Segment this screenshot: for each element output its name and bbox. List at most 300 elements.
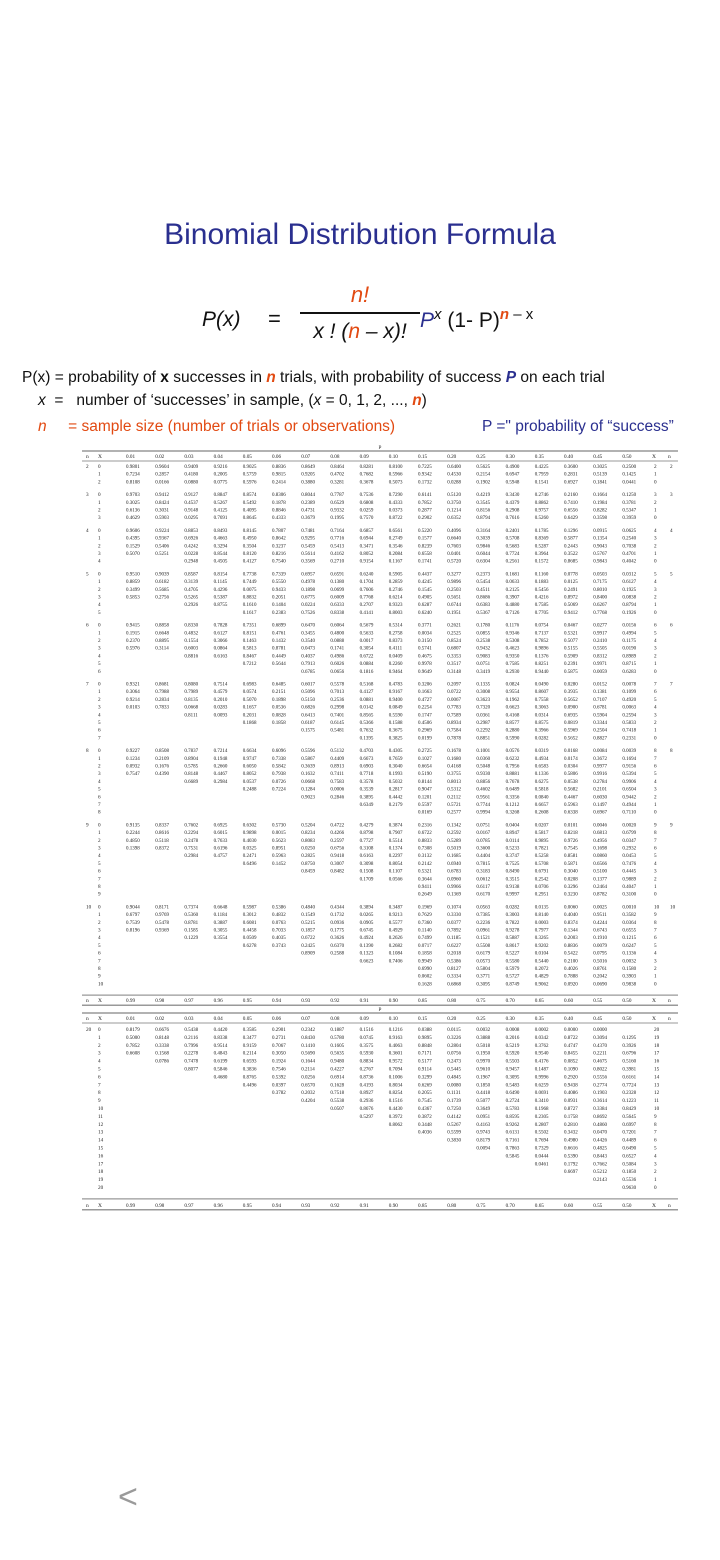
- x-value: 4: [98, 935, 101, 942]
- prob-cell: 0.4505: [213, 559, 228, 565]
- prob-cell: 0.1099: [622, 690, 637, 696]
- n-value-7: 7: [86, 681, 89, 688]
- prob-cell: 0.6145: [330, 721, 345, 726]
- x-mirror: 2: [654, 464, 657, 470]
- x-mirror: 0: [654, 479, 657, 486]
- prob-cell: 0.6182: [155, 580, 169, 586]
- prob-cell: 0.8524: [447, 639, 461, 644]
- prob-cell: 0.6187: [301, 721, 315, 726]
- prob-cell: 0.3649: [476, 1107, 491, 1112]
- prob-cell: 0.8951: [272, 846, 286, 852]
- prob-cell: 0.5759: [242, 472, 257, 478]
- prob-cell: 0.8847: [213, 493, 228, 499]
- x-footer-2: X: [98, 1202, 102, 1209]
- prob-cell: 0.1554: [184, 639, 199, 644]
- prob-cell: 0.7989: [184, 690, 199, 696]
- prob-cell: 0.4623: [505, 646, 520, 652]
- prob-cell: 0.8676: [359, 1107, 374, 1112]
- prob-cell: 0.9083: [476, 654, 491, 660]
- prob-cell: 0.2491: [564, 587, 578, 593]
- prob-cell: 0.8154: [213, 572, 228, 578]
- prob-cell: 0.0325: [242, 846, 257, 852]
- prob-cell: 0.3747: [505, 854, 520, 860]
- x-mirror: 1: [654, 973, 657, 980]
- prob-cell: 0.9846: [476, 544, 491, 550]
- prob-cell: 0.3600: [564, 465, 578, 470]
- prob-cell: 0.9205: [301, 472, 315, 478]
- prob-cell: 0.5048: [476, 764, 491, 770]
- prob-cell: 0.7410: [564, 500, 578, 506]
- prob-cell: 0.0256: [301, 1075, 315, 1081]
- prob-cell: 0.2154: [476, 472, 491, 478]
- prob-cell: 0.5903: [155, 516, 169, 522]
- prob-cell: 0.2846: [330, 795, 345, 801]
- prob-cell: 0.5536: [622, 1178, 637, 1184]
- prob-cell: 0.7585: [534, 603, 549, 609]
- prob-cell: 0.5909: [564, 654, 578, 660]
- prob-cell: 0.3356: [505, 795, 520, 801]
- prob-cell: 0.5258: [534, 854, 549, 860]
- prob-cell: 0.4489: [622, 1138, 637, 1144]
- prob-cell: 0.1160: [534, 572, 549, 578]
- prob-cell: 0.6117: [476, 885, 490, 890]
- x-mirror: 6: [654, 935, 657, 942]
- prob-cell: 0.9815: [272, 472, 286, 478]
- n-right-header: n: [668, 454, 671, 460]
- prob-cell: 0.9369: [155, 928, 169, 934]
- x-value: 4: [98, 653, 101, 660]
- prob-cell: 0.5599: [447, 1130, 461, 1136]
- prob-cell: 0.3098: [359, 861, 374, 867]
- prob-cell: 0.9409: [184, 465, 199, 470]
- prob-cell: 0.8972: [564, 595, 578, 601]
- prob-cell: 0.2236: [476, 920, 491, 926]
- prob-cell: 0.3540: [301, 639, 315, 644]
- prob-cell: 0.6775: [301, 595, 315, 601]
- prob-cell: 0.0507: [330, 1107, 345, 1112]
- prob-cell: 0.3626: [330, 936, 345, 942]
- x-mirror: 3: [654, 868, 657, 875]
- prob-cell: 0.6944: [359, 536, 374, 542]
- prob-cell: 0.8022: [593, 1067, 607, 1073]
- p-footer-9: 0.90: [388, 998, 398, 1005]
- prob-cell: 0.0690: [593, 982, 607, 988]
- page-title: Binomial Distribution Formula: [164, 218, 556, 251]
- prob-cell: 0.4225: [534, 465, 549, 470]
- prob-cell: 0.8782: [593, 892, 607, 898]
- prob-cell: 0.6826: [301, 705, 315, 711]
- x-value: 1: [98, 499, 101, 506]
- p-footer-13: 0.70: [505, 998, 515, 1005]
- prob-cell: 0.3515: [505, 877, 520, 883]
- prob-cell: 0.9726: [564, 838, 578, 844]
- prob-cell: 0.1167: [388, 559, 403, 565]
- prob-cell: 0.9295: [301, 536, 315, 542]
- prob-cell: 0.7833: [155, 705, 169, 711]
- prob-cell: 0.2342: [301, 1028, 315, 1033]
- prob-cell: 0.0819: [564, 721, 578, 726]
- prob-cell: 0.6745: [359, 928, 374, 934]
- prob-cell: 0.6504: [622, 787, 637, 793]
- prob-cell: 0.1951: [447, 610, 461, 616]
- prob-cell: 0.2592: [447, 831, 461, 837]
- prob-cell: 0.0015: [272, 831, 286, 837]
- prob-cell: 0.8645: [242, 516, 257, 522]
- prob-cell: 0.6240: [359, 572, 374, 578]
- prob-cell: 0.5438: [184, 1028, 199, 1033]
- prob-cell: 0.0951: [476, 1114, 491, 1120]
- prob-cell: 0.6161: [622, 1075, 637, 1081]
- p-footer-3: 0.96: [213, 998, 223, 1005]
- p-footer2-1: 0.98: [155, 1202, 165, 1209]
- prob-cell: 0.8642: [272, 536, 286, 542]
- prob-cell: 0.0259: [359, 508, 374, 514]
- prob-cell: 0.1883: [534, 580, 549, 586]
- prob-cell: 0.7892: [447, 928, 461, 934]
- prob-cell: 0.6304: [476, 559, 491, 565]
- x-mirror: 0: [654, 668, 657, 675]
- prob-cell: 0.4037: [301, 654, 315, 660]
- prob-cell: 0.0282: [534, 736, 549, 742]
- prob-cell: 0.3895: [359, 795, 374, 801]
- prob-cell: 0.5730: [272, 823, 286, 829]
- prob-cell: 0.2707: [359, 603, 374, 609]
- prob-cell: 0.1967: [476, 1075, 491, 1081]
- prob-cell: 0.7783: [447, 705, 461, 711]
- x-value: 0: [98, 492, 101, 499]
- prob-cell: 0.5445: [447, 1067, 461, 1073]
- prob-cell: 0.4245: [418, 580, 432, 586]
- prob-cell: 0.3265: [534, 936, 549, 942]
- prob-cell: 0.2951: [534, 892, 549, 898]
- prob-cell: 0.6623: [505, 705, 520, 711]
- prob-cell: 0.7659: [388, 756, 403, 762]
- prob-cell: 0.4825: [593, 1146, 607, 1152]
- prob-cell: 0.6196: [213, 846, 228, 852]
- prob-cell: 0.1229: [184, 936, 199, 942]
- prob-cell: 0.4193: [359, 1083, 374, 1089]
- prob-cell: 0.4125: [213, 508, 228, 514]
- p-footer2-7: 0.92: [330, 1202, 340, 1209]
- prob-cell: 0.6926: [184, 536, 199, 542]
- prob-cell: 0.7250: [447, 1107, 461, 1112]
- prob-cell: 0.4994: [622, 631, 637, 637]
- prob-cell: 0.0067: [447, 697, 461, 703]
- prob-cell: 0.7570: [359, 516, 374, 522]
- prob-cell: 0.4163: [476, 1122, 491, 1128]
- p-footer-16: 0.55: [593, 998, 603, 1005]
- prob-cell: 0.6997: [622, 1122, 637, 1128]
- prob-cell: 0.5818: [534, 787, 549, 793]
- prob-cell: 0.5018: [476, 1043, 491, 1049]
- prob-cell: 0.3294: [213, 544, 228, 550]
- prob-cell: 0.3546: [388, 544, 403, 550]
- prob-cell: 0.1529: [126, 544, 140, 550]
- prob-cell: 0.0075: [242, 587, 257, 593]
- prob-cell: 0.5413: [330, 544, 345, 550]
- prob-cell: 0.9330: [476, 772, 491, 778]
- prob-cell: 0.8755: [213, 603, 228, 609]
- prob-cell: 0.5767: [593, 552, 607, 557]
- p-footer2-9: 0.90: [388, 1202, 398, 1209]
- prob-cell: 0.6275: [534, 779, 549, 785]
- prob-cell: 0.4390: [155, 772, 169, 778]
- n-mirror-5: 5: [670, 571, 673, 578]
- prob-cell: 0.5312: [447, 787, 461, 793]
- prob-cell: 0.7518: [330, 1091, 345, 1097]
- prob-cell: 0.5652: [564, 697, 578, 703]
- prob-cell: 0.6808: [359, 500, 374, 506]
- prob-cell: 0.1175: [622, 639, 636, 644]
- prob-cell: 0.6623: [359, 959, 374, 965]
- prob-cell: 0.1074: [447, 905, 461, 911]
- prob-cell: 0.7545: [564, 846, 578, 852]
- prob-cell: 0.5347: [622, 508, 637, 514]
- prob-cell: 0.7768: [359, 595, 374, 601]
- prob-cell: 0.3959: [622, 516, 637, 522]
- prob-cell: 0.2370: [126, 639, 140, 644]
- prob-cell: 0.9159: [242, 1043, 257, 1049]
- prob-cell: 0.7514: [213, 682, 228, 688]
- prob-cell: 0.9415: [126, 623, 140, 629]
- prob-cell: 0.3139: [184, 580, 199, 586]
- n-value-20: 20: [86, 1027, 92, 1033]
- prob-cell: 0.1452: [272, 861, 286, 867]
- prob-cell: 0.9994: [476, 810, 491, 816]
- prob-cell: 0.6756: [330, 846, 345, 852]
- prob-cell: 0.0668: [301, 779, 315, 785]
- prob-cell: 0.9514: [213, 1043, 228, 1049]
- x-mirror: 4: [654, 579, 657, 586]
- p-header-8: 0.09: [359, 454, 369, 460]
- prob-cell: 0.1176: [505, 623, 520, 629]
- back-chevron-icon[interactable]: <: [118, 1478, 138, 1516]
- x-mirror: 7: [654, 837, 657, 844]
- prob-cell: 0.1140: [418, 928, 432, 934]
- prob-cell: 0.2100: [564, 959, 578, 965]
- prob-cell: 0.3888: [476, 1035, 491, 1041]
- prob-cell: 0.2414: [272, 480, 286, 486]
- x-mirror: 5: [654, 853, 657, 860]
- prob-cell: 0.7822: [505, 920, 520, 926]
- prob-cell: 0.7401: [330, 713, 345, 719]
- prob-cell: 0.9561: [476, 795, 491, 801]
- prob-cell: 0.9163: [388, 1035, 403, 1041]
- prob-cell: 0.6940: [447, 861, 461, 867]
- prob-cell: 0.3750: [447, 500, 461, 506]
- prob-cell: 0.4404: [476, 854, 491, 860]
- prob-cell: 0.0881: [359, 697, 374, 703]
- prob-cell: 0.0080: [447, 1083, 461, 1089]
- prob-cell: 0.0364: [622, 920, 637, 926]
- prob-cell: 0.6240: [418, 610, 432, 616]
- prob-cell: 0.9457: [505, 1067, 520, 1073]
- prob-cell: 0.2160: [564, 493, 578, 499]
- prob-cell: 0.0880: [184, 480, 199, 486]
- x-mirror: 6: [654, 622, 657, 629]
- prob-cell: 0.3114: [155, 646, 169, 652]
- prob-cell: 0.5741: [418, 646, 432, 652]
- prob-cell: 0.0931: [564, 1099, 578, 1105]
- x-mirror: 16: [654, 1058, 660, 1065]
- prob-cell: 0.8686: [476, 595, 491, 601]
- x-value: 15: [98, 1145, 104, 1152]
- prob-cell: 0.6267: [593, 603, 607, 609]
- x-mirror: 3: [654, 535, 657, 542]
- prob-cell: 0.1887: [330, 1028, 345, 1033]
- prob-cell: 0.5976: [242, 480, 257, 486]
- prob-cell: 0.5505: [593, 646, 607, 652]
- prob-cell: 0.2072: [534, 967, 549, 972]
- prob-cell: 0.0094: [476, 1146, 491, 1152]
- prob-cell: 0.2471: [242, 854, 257, 860]
- prob-cell: 0.6370: [330, 943, 345, 949]
- prob-cell: 0.1685: [447, 854, 461, 860]
- x-value: 8: [98, 1090, 101, 1097]
- n-mirror-6: 6: [670, 622, 673, 629]
- prob-cell: 0.7828: [213, 623, 228, 629]
- x-mirror: 0: [654, 558, 657, 565]
- prob-cell: 0.1027: [418, 756, 432, 762]
- x-value: 1: [98, 579, 101, 586]
- prob-cell: 0.0860: [593, 854, 607, 860]
- prob-cell: 0.0726: [272, 779, 286, 785]
- prob-cell: 0.7956: [505, 764, 520, 770]
- prob-cell: 0.9332: [330, 508, 345, 514]
- prob-cell: 0.5096: [301, 690, 315, 696]
- prob-cell: 0.9202: [534, 943, 549, 949]
- prob-cell: 0.2389: [301, 500, 315, 506]
- prob-cell: 0.7738: [242, 572, 257, 578]
- prob-cell: 0.2292: [476, 728, 491, 734]
- prob-cell: 0.1549: [301, 913, 315, 919]
- prob-cell: 0.3545: [476, 500, 491, 506]
- prob-cell: 0.8251: [534, 662, 549, 668]
- prob-cell: 0.9966: [447, 885, 461, 890]
- prob-cell: 0.2746: [388, 587, 403, 593]
- n-mirror-4: 4: [670, 527, 673, 534]
- prob-cell: 0.3040: [388, 764, 403, 770]
- prob-cell: 0.4168: [505, 713, 520, 719]
- formula-rhs: $P^x$ (1- P)$^{n - x}$: [420, 306, 534, 332]
- p-header2-14: 0.35: [534, 1016, 544, 1022]
- prob-cell: 0.2538: [476, 639, 491, 644]
- prob-cell: 0.0763: [272, 920, 286, 926]
- prob-cell: 0.1214: [447, 508, 461, 514]
- bottom-navigation: [0, 1460, 720, 1560]
- x-mirror: 2: [654, 966, 657, 972]
- prob-cell: 0.4445: [622, 869, 637, 875]
- prob-cell: 0.3039: [476, 536, 491, 542]
- prob-cell: 0.9346: [505, 631, 520, 637]
- x-mirror: 1: [654, 507, 657, 514]
- prob-cell: 0.2817: [388, 787, 403, 793]
- prob-cell: 0.0745: [359, 1035, 374, 1041]
- prob-cell: 0.5813: [242, 646, 257, 652]
- prob-cell: 0.3299: [418, 1075, 432, 1081]
- prob-cell: 0.2725: [418, 749, 432, 755]
- p-footer2-0: 0.99: [126, 1202, 136, 1209]
- prob-cell: 0.8607: [534, 690, 549, 696]
- x-mirror: 4: [654, 704, 657, 711]
- prob-cell: 0.0135: [534, 905, 549, 911]
- prob-cell: 0.4219: [476, 493, 491, 499]
- prob-cell: 0.1868: [242, 721, 257, 726]
- prob-cell: 0.4047: [622, 885, 637, 890]
- prob-cell: 0.5979: [505, 967, 520, 972]
- prob-cell: 0.0509: [242, 936, 257, 942]
- x-value: 9: [98, 1098, 101, 1105]
- prob-cell: 0.1580: [622, 967, 637, 972]
- prob-cell: 0.1968: [534, 1107, 549, 1112]
- prob-cell: 0.8927: [359, 1091, 374, 1097]
- prob-cell: 0.3926: [622, 1043, 637, 1049]
- x-mirror: 1: [654, 727, 657, 734]
- prob-cell: 0.8895: [155, 639, 169, 644]
- prob-cell: 0.3003: [505, 913, 520, 919]
- prob-cell: 0.4086: [564, 1091, 578, 1097]
- prob-cell: 0.3981: [622, 1067, 637, 1073]
- prob-cell: 0.6050: [242, 764, 257, 770]
- prob-cell: 0.2143: [593, 1178, 607, 1184]
- prob-cell: 0.0282: [505, 905, 520, 911]
- prob-cell: 0.4458: [242, 928, 257, 934]
- prob-cell: 0.6990: [418, 967, 432, 972]
- prob-cell: 0.2660: [213, 764, 228, 770]
- prob-cell: 0.7329: [534, 1146, 549, 1152]
- prob-cell: 0.7821: [534, 846, 549, 852]
- prob-cell: 0.4180: [184, 472, 199, 478]
- prob-cell: 0.7716: [330, 536, 345, 542]
- prob-cell: 0.4141: [359, 610, 374, 616]
- prob-cell: 0.5321: [564, 631, 578, 637]
- x-mirror: 5: [654, 630, 657, 637]
- prob-cell: 0.0888: [330, 639, 345, 644]
- prob-cell: 0.4442: [388, 795, 403, 801]
- prob-cell: 0.8338: [213, 1035, 228, 1041]
- p-header-4: 0.05: [242, 454, 252, 460]
- prob-cell: 0.3095: [505, 1075, 520, 1081]
- prob-cell: 0.7013: [330, 690, 345, 696]
- prob-cell: 0.7852: [126, 1043, 140, 1049]
- prob-cell: 0.7033: [272, 928, 286, 934]
- prob-cell: 0.0010: [622, 905, 637, 911]
- x-value: 1: [98, 830, 101, 837]
- prob-cell: 0.7938: [272, 772, 286, 778]
- p-header2-10: 0.15: [418, 1016, 428, 1022]
- prob-cell: 0.6657: [534, 803, 549, 808]
- prob-cell: 0.0156: [622, 623, 637, 629]
- x-mirror: 3: [654, 786, 657, 793]
- n-footer: n: [86, 998, 89, 1005]
- p-header2-12: 0.25: [476, 1016, 486, 1022]
- prob-cell: 0.9214: [126, 697, 140, 703]
- p-footer-4: 0.95: [242, 998, 252, 1005]
- n-mirror-7: 7: [670, 681, 673, 688]
- prob-cell: 0.9997: [505, 892, 520, 898]
- prob-cell: 0.7540: [272, 559, 286, 565]
- prob-cell: 0.3874: [388, 823, 403, 829]
- prob-cell: 0.3268: [505, 810, 520, 816]
- prob-cell: 0.6278: [242, 943, 257, 949]
- x-mirror: 4: [654, 950, 657, 957]
- prob-cell: 0.5392: [272, 1075, 286, 1081]
- prob-cell: 0.9213: [388, 913, 403, 919]
- prob-cell: 0.0312: [622, 572, 637, 578]
- prob-cell: 0.0060: [564, 905, 578, 911]
- prob-cell: 0.7633: [213, 838, 228, 844]
- prob-cell: 0.5016: [593, 959, 607, 965]
